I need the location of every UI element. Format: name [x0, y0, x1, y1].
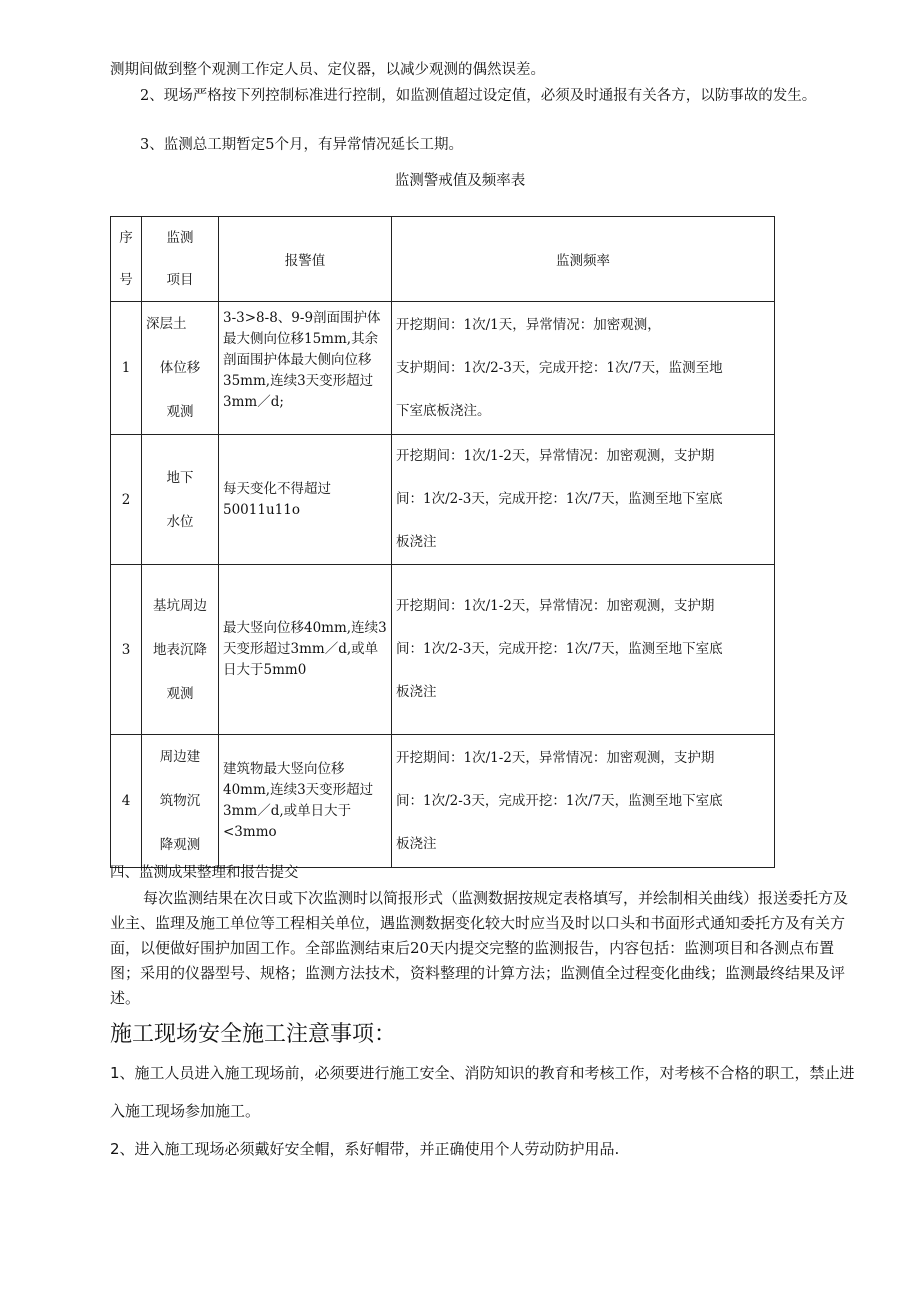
- row-frequency-line: 板浇注: [396, 534, 437, 550]
- row-item-line: 体位移: [159, 360, 201, 376]
- table-row: [111, 735, 775, 868]
- header-no: [111, 217, 142, 302]
- row-item-line: 观测: [166, 404, 194, 420]
- intro-line: 测期间做到整个观测工作定人员、定仪器，以减少观测的偶然误差。: [110, 62, 545, 78]
- row-number: 2: [111, 435, 142, 565]
- row-frequency-line: 间：1次/2-3天，完成开挖：1次/7天，监测至地下室底: [396, 641, 723, 657]
- row-frequency-line: 支护期间：1次/2-3天，完成开挖：1次/7天，监测至地: [396, 359, 723, 376]
- row-frequency-line: 间：1次/2-3天，完成开挖：1次/7天，监测至地下室底: [396, 491, 723, 507]
- row-frequency-line: 间：1次/2-3天，完成开挖：1次/7天，监测至地下室底: [396, 792, 723, 809]
- row-frequency: [392, 735, 775, 868]
- monitoring-table: [110, 216, 775, 868]
- row-frequency: [392, 302, 775, 435]
- row-frequency: [392, 565, 775, 735]
- safety-item-2: 2、进入施工现场必须戴好安全帽，系好帽带，并正确使用个人劳动防护用品.: [110, 1140, 620, 1158]
- table-header-row: [111, 217, 775, 302]
- row-item-line: 基坑周边: [153, 597, 207, 614]
- row-item: [142, 735, 219, 868]
- row-item-line: 深层土: [146, 316, 187, 332]
- row-frequency-line: 开挖期间：1次/1天，异常情况：加密观测，: [396, 316, 661, 333]
- row-item-line: 水位: [166, 513, 194, 530]
- header-no-line: 序: [119, 230, 133, 246]
- row-item: [142, 565, 219, 735]
- row-frequency: [392, 435, 775, 565]
- row-alarm: 3-3>8-8、9-9剖面围护体最大侧向位移15mm,其余剖面围护体最大侧向位移35mm,连续3天变形超过3mm／d;: [219, 302, 392, 435]
- row-alarm: 最大竖向位移40mm,连续3天变形超过3mm／d,或单日大于5mm0: [219, 565, 392, 735]
- row-frequency-line: 开挖期间：1次/1-2天，异常情况：加密观测，支护期: [396, 749, 715, 766]
- row-number: 4: [111, 735, 142, 868]
- row-item: [142, 302, 219, 435]
- intro-item-2: 2、现场严格按下列控制标准进行控制，如监测值超过设定值，必须及时通报有关各方，以防事故的发生。: [140, 88, 817, 104]
- table-row: [111, 435, 775, 565]
- section4-heading: 四、监测成果整理和报告提交: [110, 865, 299, 881]
- header-item: [142, 217, 219, 302]
- safety-item-1: 1、施工人员进入施工现场前，必须要进行施工安全、消防知识的教育和考核工作，对考核不合格的职工，禁止进入施工现场参加施工。: [110, 1064, 855, 1120]
- header-alarm: 报警值: [219, 217, 392, 302]
- row-item: [142, 435, 219, 565]
- row-frequency-line: 开挖期间：1次/1-2天，异常情况：加密观测，支护期: [396, 448, 715, 464]
- row-item-line: 筑物沉: [159, 793, 201, 809]
- row-alarm: 每天变化不得超过50011u11o: [219, 435, 392, 565]
- intro-item-3: 3、监测总工期暂定5个月，有异常情况延长工期。: [140, 137, 463, 153]
- header-no-line: 号: [119, 272, 133, 288]
- row-item-line: 地表沉降: [153, 641, 207, 658]
- row-frequency-line: 板浇注: [396, 684, 437, 700]
- row-frequency-line: 板浇注: [396, 835, 437, 852]
- row-alarm: 建筑物最大竖向位移40mm,连续3天变形超过3mm／d,或单日大于<3mmo: [219, 735, 392, 868]
- row-item-line: 周边建: [159, 749, 201, 765]
- header-item-line: 监测: [166, 230, 194, 246]
- row-number: 3: [111, 565, 142, 735]
- row-item-line: 观测: [166, 685, 194, 702]
- section4-body: 每次监测结果在次日或下次监测时以简报形式（监测数据按规定表格填写，并绘制相关曲线）报送委托方及业主、监理及施工单位等工程相关单位，遇监测数据变化较大时应当及时以口头和书面形式通知委托方及有关方面，以便做好围护加固工作。全部监测结束后20天内提交完整的监测报告，内容包括：监测项目和各测点布置图；采用的仪器型号、规格；监测方法技术，资料整理的计算方法；监测值全过程变化曲线；监测最终结果及评述。: [110, 889, 849, 1007]
- table-row: [111, 565, 775, 735]
- header-frequency: 监测频率: [392, 217, 775, 302]
- row-item-line: 降观测: [159, 837, 201, 853]
- table-row: [111, 302, 775, 435]
- row-frequency-line: 开挖期间：1次/1-2天，异常情况：加密观测，支护期: [396, 598, 715, 614]
- header-item-line: 项目: [166, 272, 194, 288]
- row-frequency-line: 下室底板浇注。: [396, 402, 491, 419]
- table-title: 监测警戒值及频率表: [394, 173, 526, 189]
- row-item-line: 地下: [166, 469, 194, 486]
- row-number: 1: [111, 302, 142, 435]
- safety-heading: 施工现场安全施工注意事项：: [110, 1022, 397, 1047]
